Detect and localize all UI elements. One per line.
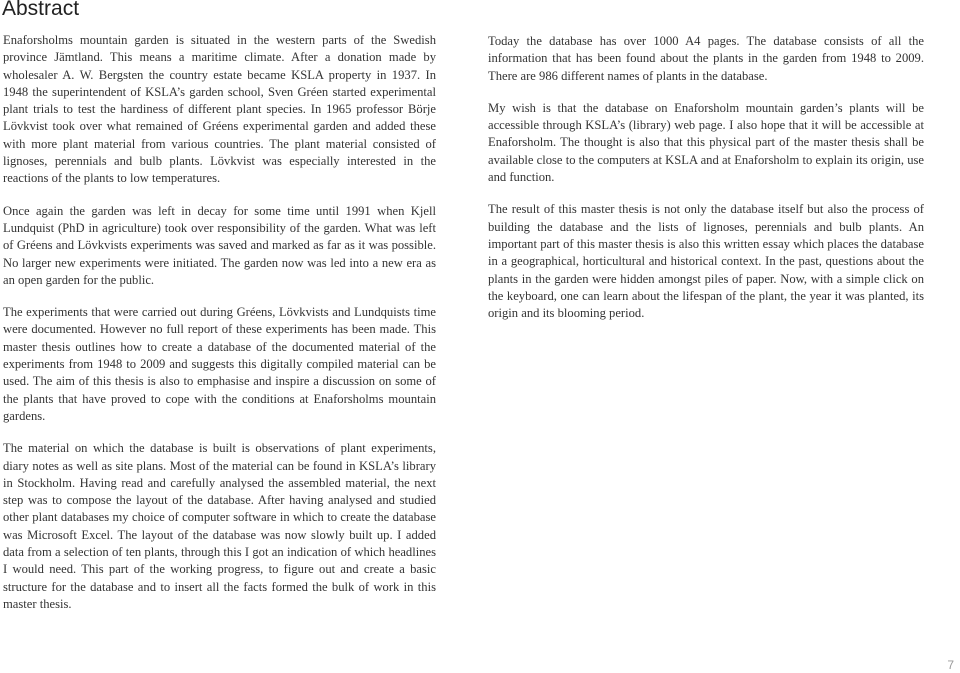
page-number: 7 <box>947 658 954 672</box>
paragraph: My wish is that the database on Enaforsholm mountain garden’s plants will be accessible through KSLA’s (library) web page. I also hope that it will be accessible at Enaforsholm. The thought is also that this physical part of the master thesis shall be available close to the computers at KSLA and at Enaforsholm to explain its origin, use and function. <box>488 100 924 185</box>
paragraph: The experiments that were carried out during Gréens, Lövkvists and Lundquists time were documented. However no full report of these experiments has been made. This master thesis outlines how to create a database of the documented material of the experiments from 1948 to 2009 and suggests this digitally compiled material can be used. The aim of this thesis is also to emphasise and inspire a discussion on some of the plants that have proved to cope with the conditions at Enaforsholms mountain gardens. <box>3 305 436 423</box>
paragraph: Once again the garden was left in decay for some time until 1991 when Kjell Lundquist (PhD in agriculture) took over responsibility of the garden. What was left of Gréens and Lövkvists experiments was saved and marked as far as it was possible. No larger new experiments were initiated. The garden now was led into a new era as an open garden for the public. <box>3 203 436 287</box>
paragraph: Today the database has over 1000 A4 pages. The database consists of all the information that has been found about the plants in the garden from 1948 to 2009. There are 986 different names of plants in the database. <box>488 34 924 83</box>
paragraph: The result of this master thesis is not only the database itself but also the process of building the database and the lists of lignoses, perennials and bulb plants. An important part of this master thesis is also this written essay which places the database in a geographical, horticultural and historical context. In the past, questions about the plants in the garden were hidden amongst piles of paper. Now, with a simple click on the keyboard, one can learn about the lifespan of the plant, the year it was planted, its origin and its blooming period. <box>488 202 924 321</box>
left-text-column <box>3 32 436 628</box>
paragraph: Enaforsholms mountain garden is situated in the western parts of the Swedish province Jämtland. This means a maritime climate. After a donation made by wholesaler A. W. Bergsten the country estate became KSLA property in 1937. In 1948 the superintendent of KSLA’s garden school, Sven Gréen started experimental plant trials to test the hardiness of different plant species. In 1965 professor Börje Lövkvist took over what remained of Gréens experimental garden and added these with more plant material from various countries. The plant material consisted of lignoses, perennials and bulb plants. Lövkvist was especially interested in the reactions of the plants to low temperatures. <box>3 33 436 186</box>
paragraph: The material on which the database is built is observations of plant experiments, diary notes as well as site plans. Most of the material can be found in KSLA’s library in Stockholm. Having read and carefully analysed the assembled material, the next step was to compose the layout of the database. After having analysed and studied other plant databases my choice of computer software in which to create the database was Microsoft Excel. The layout of the database was now slowly built up. I added data from a selection of ten plants, through this I got an indication of which headlines I would need. This part of the working progress, to figure out and create a basic structure for the database and to insert all the facts formed the bulk of work in this master thesis. <box>3 441 436 611</box>
page-heading: Abstract <box>2 0 80 20</box>
right-text-column <box>488 33 924 337</box>
